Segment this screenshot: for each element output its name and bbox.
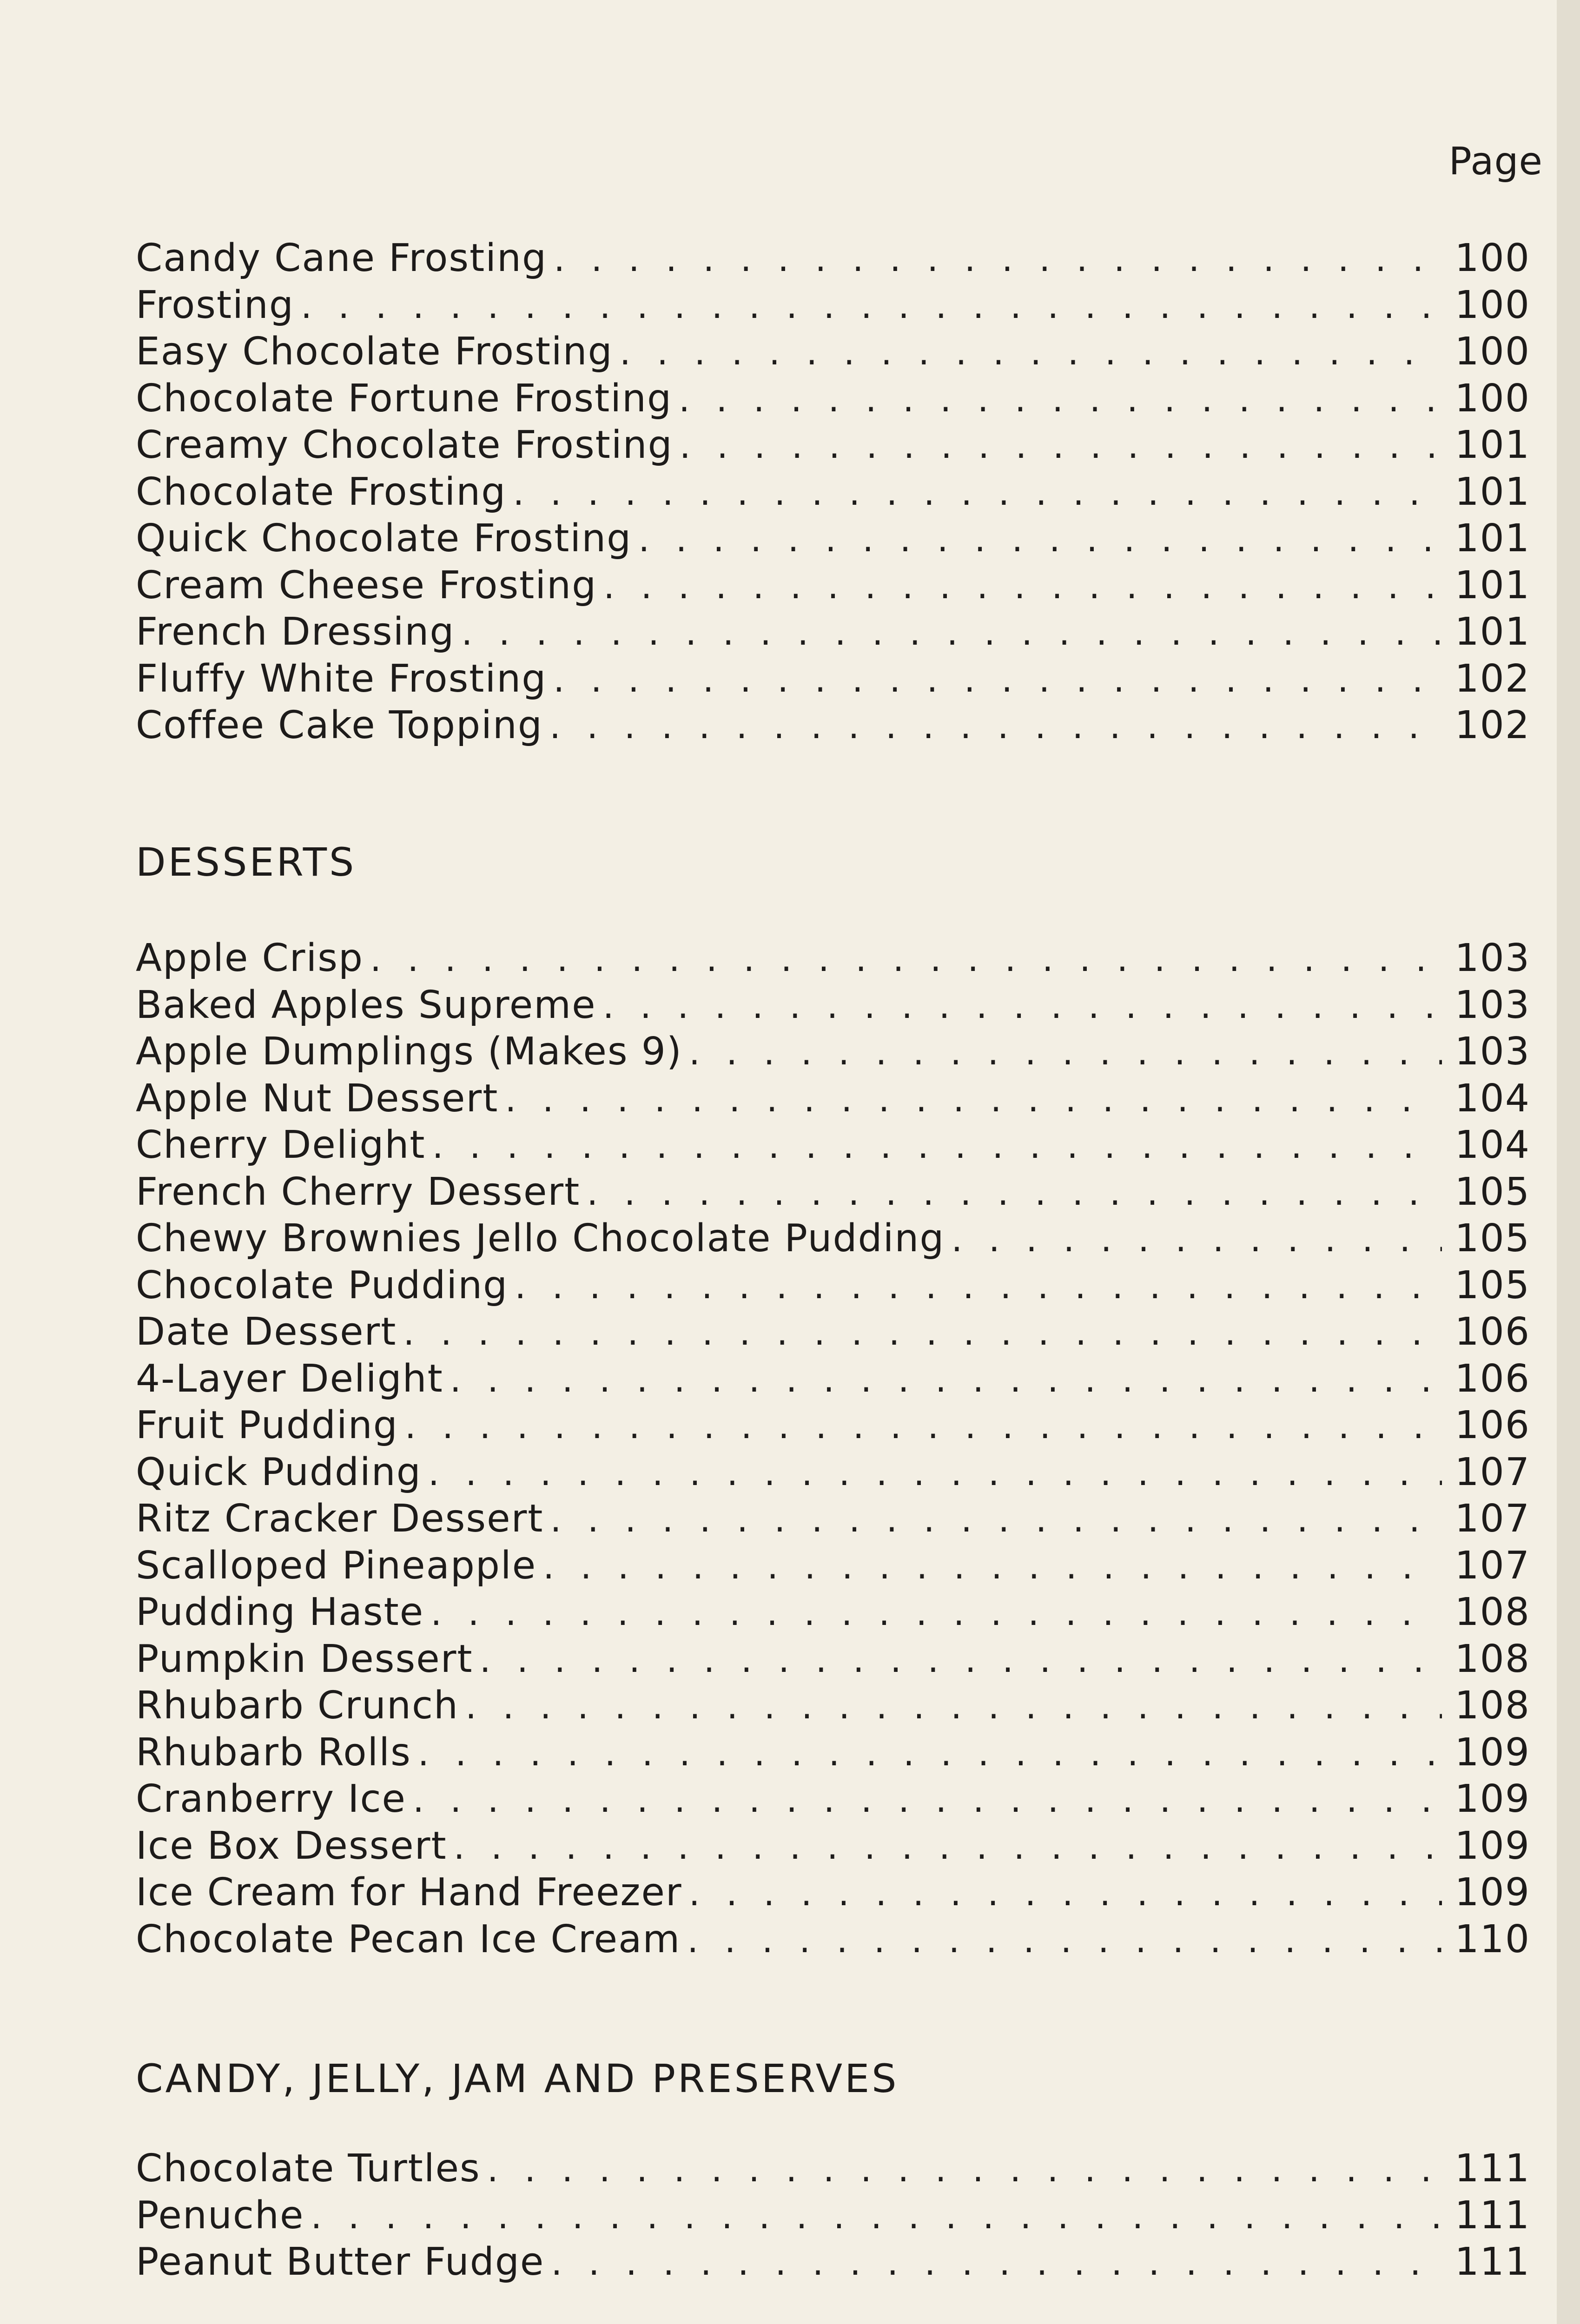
toc-entry-title: Rhubarb Rolls [136,1730,411,1775]
toc-entry-title: Quick Chocolate Frosting [136,516,632,561]
toc-dot-leader [603,983,1442,1030]
toc-dot-leader [638,516,1442,563]
toc-entry-title: Peanut Butter Fudge [136,2240,545,2284]
toc-dot-leader [553,656,1442,703]
toc-entry-page-number: 101 [1454,423,1530,467]
toc-entry-page-number: 111 [1454,2146,1530,2191]
toc-dot-leader [432,1122,1442,1169]
page-column-header: Page [1448,139,1543,184]
toc-dot-leader [405,1403,1442,1450]
toc-entry-page-number: 109 [1454,1870,1530,1915]
toc-entry [136,2192,1530,2239]
toc-entry [136,1076,1530,1122]
toc-entry-title: French Dressing [136,610,455,654]
candy-section [136,2051,1530,2106]
toc-entry-page-number: 109 [1454,1823,1530,1868]
toc-entry [136,1029,1530,1076]
toc-dot-leader [418,1730,1442,1777]
toc-entry-page-number: 100 [1454,376,1530,421]
toc-dot-leader [505,1076,1442,1123]
toc-entry-title: Creamy Chocolate Frosting [136,423,673,467]
frostings-list [136,235,1530,749]
toc-dot-leader [587,1169,1442,1216]
toc-entry-title: Chewy Brownies Jello Chocolate Pudding [136,1216,945,1261]
toc-entry-page-number: 105 [1454,1169,1530,1214]
toc-dot-leader [454,1823,1442,1870]
toc-dot-leader [430,1590,1442,1637]
frostings-section [136,235,1530,749]
toc-dot-leader [480,1637,1442,1684]
toc-entry-title: Quick Pudding [136,1450,422,1494]
toc-entry-title: Cream Cheese Frosting [136,563,597,607]
desserts-list [136,935,1530,1963]
toc-entry-page-number: 104 [1454,1076,1530,1121]
toc-entry-page-number: 108 [1454,1590,1530,1634]
toc-entry-page-number: 103 [1454,936,1530,980]
toc-entry [136,1683,1530,1730]
toc-dot-leader [550,1496,1442,1543]
toc-entry [136,1869,1530,1916]
toc-entry-page-number: 100 [1454,236,1530,280]
toc-entry [136,2146,1530,2192]
toc-entry [136,1823,1530,1870]
toc-entry-title: Apple Crisp [136,936,364,980]
toc-entry [136,1449,1530,1496]
toc-entry-title: Ritz Cracker Dessert [136,1497,544,1541]
toc-dot-leader [465,1683,1442,1730]
toc-entry-page-number: 102 [1454,656,1530,701]
toc-entry [136,282,1530,329]
toc-entry-title: Fruit Pudding [136,1403,398,1447]
toc-entry [136,1356,1530,1403]
toc-entry [136,376,1530,423]
toc-dot-leader [603,563,1442,610]
toc-dot-leader [620,329,1442,376]
toc-entry [136,2239,1530,2286]
candy-list-block [136,2146,1530,2286]
desserts-heading: DESSERTS [136,839,357,885]
toc-entry-title: Chocolate Turtles [136,2146,481,2191]
toc-dot-leader [370,936,1442,983]
toc-dot-leader [428,1450,1442,1497]
toc-entry [136,1589,1530,1636]
toc-dot-leader [543,1543,1442,1590]
toc-entry-title: Cranberry Ice [136,1777,406,1821]
toc-entry-page-number: 110 [1454,1917,1530,1961]
toc-dot-leader [403,1309,1442,1356]
toc-entry [136,422,1530,469]
toc-dot-leader [513,469,1442,516]
toc-entry-title: Chocolate Pudding [136,1263,509,1307]
toc-entry-page-number: 105 [1454,1216,1530,1261]
toc-entry-page-number: 106 [1454,1403,1530,1447]
toc-dot-leader [515,1263,1442,1310]
toc-entry-page-number: 101 [1454,469,1530,514]
toc-entry-title: Chocolate Frosting [136,469,507,514]
toc-dot-leader [689,1870,1442,1917]
toc-entry-page-number: 111 [1454,2193,1530,2238]
toc-entry [136,562,1530,609]
toc-entry-title: Rhubarb Crunch [136,1684,459,1728]
toc-entry-page-number: 108 [1454,1684,1530,1728]
toc-entry-page-number: 103 [1454,983,1530,1027]
toc-entry [136,469,1530,516]
toc-entry-page-number: 107 [1454,1450,1530,1494]
toc-entry-page-number: 101 [1454,610,1530,654]
toc-dot-leader [554,236,1442,283]
toc-entry-page-number: 105 [1454,1263,1530,1307]
toc-entry [136,1730,1530,1776]
toc-entry [136,1215,1530,1262]
toc-dot-leader [687,1917,1442,1964]
toc-entry-page-number: 100 [1454,330,1530,374]
toc-entry-page-number: 106 [1454,1356,1530,1401]
toc-dot-leader [679,376,1442,423]
toc-entry-title: Frosting [136,283,294,327]
toc-entry-title: Ice Cream for Hand Freezer [136,1870,682,1915]
page-edge-shadow [1557,0,1580,2324]
toc-dot-leader [951,1216,1442,1263]
toc-entry [136,235,1530,282]
candy-list [136,2146,1530,2286]
toc-entry-page-number: 107 [1454,1543,1530,1588]
toc-dot-leader [689,1029,1442,1076]
toc-entry-title: Penuche [136,2193,304,2238]
toc-entry-title: Chocolate Pecan Ice Cream [136,1917,681,1961]
toc-dot-leader [450,1356,1442,1403]
toc-entry [136,656,1530,703]
toc-dot-leader [487,2146,1442,2193]
toc-entry [136,1309,1530,1356]
toc-entry-page-number: 111 [1454,2240,1530,2284]
candy-heading: CANDY, JELLY, JAM AND PRESERVES [136,2056,899,2101]
toc-entry [136,982,1530,1029]
toc-entry [136,1916,1530,1963]
toc-entry [136,329,1530,376]
toc-entry-title: Apple Nut Dessert [136,1076,499,1121]
toc-entry-title: Apple Dumplings (Makes 9) [136,1030,682,1074]
toc-entry [136,515,1530,562]
toc-dot-leader [461,609,1442,656]
toc-entry [136,1262,1530,1309]
toc-entry [136,609,1530,656]
toc-entry-title: Pudding Haste [136,1590,424,1634]
toc-entry-title: Candy Cane Frosting [136,236,548,280]
toc-entry-page-number: 107 [1454,1497,1530,1541]
toc-entry-title: Scalloped Pineapple [136,1543,537,1588]
toc-dot-leader [549,703,1442,750]
toc-entry [136,1122,1530,1169]
toc-entry-title: 4-Layer Delight [136,1356,443,1401]
toc-entry-title: Fluffy White Frosting [136,656,547,701]
toc-entry-page-number: 109 [1454,1730,1530,1775]
toc-entry-page-number: 106 [1454,1310,1530,1354]
toc-entry [136,1402,1530,1449]
toc-entry-title: Easy Chocolate Frosting [136,330,613,374]
toc-dot-leader [680,423,1442,469]
toc-entry [136,1636,1530,1683]
toc-entry-page-number: 109 [1454,1777,1530,1821]
toc-entry [136,1543,1530,1590]
toc-entry-page-number: 102 [1454,703,1530,747]
toc-entry-title: Baked Apples Supreme [136,983,596,1027]
toc-dot-leader [311,2193,1442,2240]
toc-entry [136,1496,1530,1543]
toc-entry-title: Chocolate Fortune Frosting [136,376,673,421]
toc-entry [136,702,1530,749]
toc-entry [136,935,1530,982]
toc-entry-title: French Cherry Dessert [136,1169,581,1214]
toc-entry-title: Date Dessert [136,1310,397,1354]
toc-entry [136,1169,1530,1216]
toc-entry-page-number: 101 [1454,516,1530,561]
toc-entry [136,1776,1530,1823]
desserts-list-block [136,935,1530,1963]
toc-entry-title: Ice Box Dessert [136,1823,447,1868]
toc-dot-leader [301,283,1442,330]
toc-entry-page-number: 100 [1454,283,1530,327]
toc-dot-leader [551,2239,1442,2286]
toc-entry-page-number: 108 [1454,1637,1530,1681]
toc-entry-page-number: 101 [1454,563,1530,607]
toc-entry-title: Cherry Delight [136,1123,426,1167]
toc-entry-page-number: 104 [1454,1123,1530,1167]
toc-entry-title: Coffee Cake Topping [136,703,543,747]
toc-dot-leader [413,1776,1442,1823]
desserts-section [136,834,1530,890]
toc-entry-title: Pumpkin Dessert [136,1637,473,1681]
toc-entry-page-number: 103 [1454,1030,1530,1074]
